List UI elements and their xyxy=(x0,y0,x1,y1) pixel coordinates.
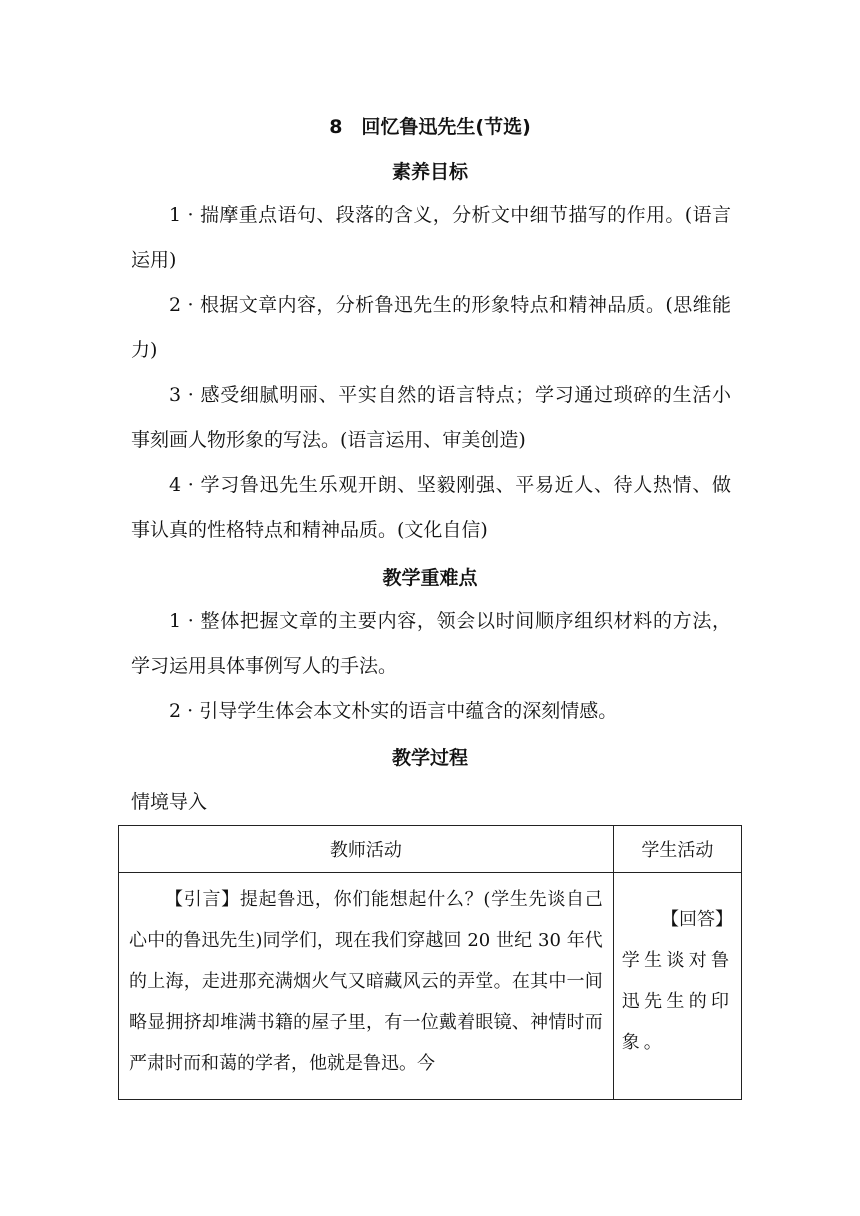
process-heading: 教学过程 xyxy=(391,747,468,769)
answer-tag: 【回答】 xyxy=(661,909,733,930)
table-header-row xyxy=(119,826,742,873)
teacher-activity-text xyxy=(119,873,613,1099)
goal-item-2: 2 · 根据文章内容，分析鲁迅先生的形象特点和精神品质。(思维能力) xyxy=(131,294,731,361)
goal-item-4: 4 · 学习鲁迅先生乐观开朗、坚毅刚强、平易近人、待人热情、做事认真的性格特点和精神品质。(文化自信) xyxy=(131,474,731,541)
key-point-2: 2 · 引导学生体会本文朴实的语言中蕴含的深刻情感。 xyxy=(169,700,618,722)
intro-tag: 【引言】 xyxy=(165,889,240,910)
key-points-heading: 教学重难点 xyxy=(382,567,478,589)
key-point-1: 1 · 整体把握文章的主要内容，领会以时间顺序组织材料的方法，学习运用具体事例写人的手法。 xyxy=(131,610,731,677)
student-activity-header: 学生活动 xyxy=(613,826,741,873)
teacher-activity-header: 教师活动 xyxy=(119,826,614,873)
intro-label: 情境导入 xyxy=(131,791,208,813)
goals-heading: 素养目标 xyxy=(391,161,468,183)
activity-table xyxy=(118,825,742,1100)
goal-item-3: 3 · 感受细腻明丽、平实自然的语言特点；学习通过琐碎的生活小事刻画人物形象的写法。(语言运用、审美创造) xyxy=(131,384,731,451)
answer-text: 学生谈对鲁迅先生的印象。 xyxy=(621,950,733,1053)
teacher-activity-cell xyxy=(119,873,614,1100)
student-activity-text xyxy=(614,873,741,1063)
student-activity-cell xyxy=(613,873,741,1100)
goal-item-1: 1 · 揣摩重点语句、段落的含义，分析文中细节描写的作用。(语言运用) xyxy=(131,204,731,271)
lesson-title: 8 回忆鲁迅先生(节选) xyxy=(329,116,531,138)
intro-text: 提起鲁迅，你们能想起什么？(学生先谈自己心中的鲁迅先生)同学们，现在我们穿越回 20 世纪 30 年代的上海，走进那充满烟火气又暗藏风云的弄堂。在其中一间略显拥挤却堆满书籍的屋子里，有一位戴着眼镜、神情时而严肃时而和蔼的学者，他就是鲁迅。今 xyxy=(129,889,603,1074)
table-row xyxy=(119,873,742,1100)
